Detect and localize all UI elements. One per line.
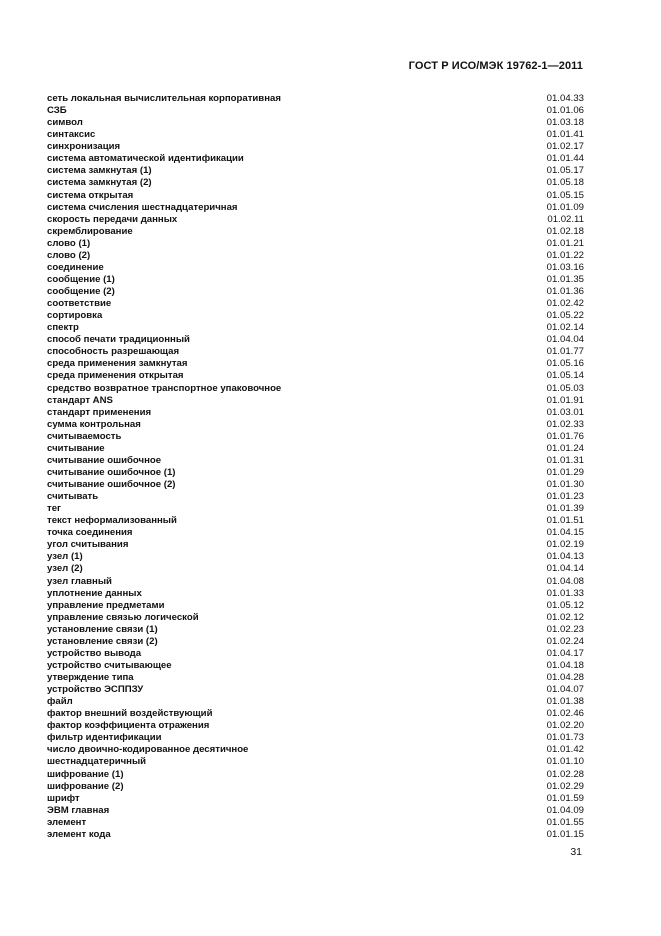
index-code: 01.04.13 (546, 551, 584, 563)
index-entry (47, 624, 584, 636)
index-term: тег (47, 503, 62, 515)
index-code: 01.04.07 (546, 684, 584, 696)
index-entry (47, 648, 584, 660)
index-code: 01.05.12 (546, 599, 584, 611)
index-term: среда применения замкнутая (47, 358, 188, 370)
index-entry (47, 202, 584, 214)
index-entry (47, 250, 584, 262)
index-code: 01.01.35 (546, 273, 584, 285)
index-code: 01.01.38 (546, 696, 584, 708)
index-term: текст неформализованный (47, 515, 177, 527)
index-code: 01.05.22 (546, 310, 584, 322)
index-code: 01.03.16 (546, 261, 584, 273)
index-code: 01.04.18 (546, 659, 584, 671)
index-code: 01.04.17 (546, 647, 584, 659)
index-term: ЭВМ главная (47, 804, 110, 816)
index-term: СЗБ (47, 105, 67, 117)
index-entry (47, 563, 584, 575)
index-entry (47, 744, 584, 756)
index-code: 01.02.20 (546, 720, 584, 732)
index-entry (47, 334, 584, 346)
index-code: 01.01.21 (546, 237, 584, 249)
index-term: элемент (47, 816, 87, 828)
index-term: синтаксис (47, 129, 96, 141)
index-code: 01.02.33 (546, 418, 584, 430)
index-term: сообщение (1) (47, 273, 115, 285)
index-code: 01.01.24 (546, 442, 584, 454)
index-term: утверждение типа (47, 672, 134, 683)
index-code: 01.04.04 (546, 334, 584, 346)
index-entry (47, 129, 584, 141)
index-code: 01.01.29 (546, 466, 584, 478)
index-code: 01.02.28 (546, 768, 584, 780)
index-entry (47, 805, 584, 817)
index-term: стандарт применения (47, 406, 152, 418)
index-term: считываемость (47, 430, 122, 442)
index-term: шифрование (1) (47, 768, 124, 780)
index-entry (47, 370, 584, 382)
index-entry (47, 672, 584, 684)
index-term: система открытая (47, 189, 134, 201)
index-entry (47, 527, 584, 539)
index-term: скремблирование (47, 225, 133, 237)
index-entry (47, 515, 584, 527)
index-code: 01.01.59 (546, 792, 584, 804)
index-term: средство возвратное транспортное упаковочное (47, 382, 282, 394)
index-code: 01.01.55 (546, 816, 584, 828)
index-term: установление связи (1) (47, 623, 158, 635)
index-entry (47, 238, 584, 250)
index-term: стандарт ANS (47, 394, 113, 406)
index-code: 01.04.28 (546, 672, 584, 683)
index-term: число двоично-кодированное десятичное (47, 744, 249, 756)
index-code: 01.02.18 (546, 225, 584, 237)
index-entry (47, 117, 584, 129)
index-entry (47, 708, 584, 720)
index-code: 01.02.23 (546, 623, 584, 635)
index-term: сумма контрольная (47, 418, 141, 430)
index-term: символ (47, 117, 83, 129)
index-entry (47, 479, 584, 491)
index-code: 01.01.91 (546, 394, 584, 406)
index-term: фильтр идентификации (47, 732, 162, 744)
index-code: 01.01.09 (546, 201, 584, 213)
term-index (47, 93, 584, 841)
index-entry (47, 407, 584, 419)
index-entry (47, 769, 584, 781)
index-code: 01.05.14 (546, 370, 584, 382)
index-code: 01.02.12 (546, 611, 584, 623)
index-term: способность разрешающая (47, 346, 180, 358)
index-term: точка соединения (47, 527, 133, 539)
index-code: 01.03.18 (546, 117, 584, 129)
index-entry (47, 274, 584, 286)
index-entry (47, 756, 584, 768)
index-term: система счисления шестнадцатеричная (47, 201, 238, 213)
index-code: 01.01.36 (546, 286, 584, 297)
index-code: 01.01.39 (546, 503, 584, 515)
index-entry (47, 600, 584, 612)
index-code: 01.05.15 (546, 189, 584, 201)
index-code: 01.01.31 (546, 454, 584, 466)
index-entry (47, 443, 584, 455)
index-code: 01.04.33 (546, 93, 584, 104)
index-term: устройство вывода (47, 647, 142, 659)
index-code: 01.01.76 (546, 430, 584, 442)
index-term: узел (1) (47, 551, 83, 563)
index-term: система замкнутая (2) (47, 177, 152, 189)
index-term: считывание ошибочное (1) (47, 466, 176, 478)
index-code: 01.03.01 (546, 406, 584, 418)
document-header: ГОСТ Р ИСО/МЭК 19762-1—2011 (408, 60, 583, 72)
index-entry (47, 793, 584, 805)
index-entry (47, 551, 584, 563)
index-code: 01.05.17 (546, 165, 584, 177)
index-entry (47, 141, 584, 153)
index-term: файл (47, 696, 73, 708)
index-entry (47, 419, 584, 431)
index-term: устройство ЭСППЗУ (47, 684, 144, 696)
index-code: 01.01.73 (546, 732, 584, 744)
index-term: элемент кода (47, 828, 111, 840)
index-code: 01.01.30 (546, 479, 584, 490)
index-code: 01.02.46 (546, 708, 584, 720)
index-entry (47, 636, 584, 648)
index-code: 01.02.29 (546, 780, 584, 792)
index-entry (47, 105, 584, 117)
index-code: 01.02.19 (546, 539, 584, 551)
index-term: соединение (47, 261, 104, 273)
index-entry (47, 829, 584, 841)
index-entry (47, 467, 584, 479)
index-code: 01.02.42 (546, 298, 584, 310)
index-term: устройство считывающее (47, 659, 172, 671)
index-term: слово (2) (47, 249, 91, 261)
index-entry (47, 214, 584, 226)
index-code: 01.01.42 (546, 744, 584, 756)
index-term: скорость передачи данных (47, 213, 178, 225)
index-term: среда применения открытая (47, 370, 184, 382)
index-code: 01.01.51 (546, 515, 584, 527)
index-entry (47, 93, 584, 105)
index-code: 01.04.08 (546, 575, 584, 587)
index-entry (47, 322, 584, 334)
index-entry (47, 226, 584, 238)
index-term: шестнадцатеричный (47, 756, 147, 768)
page-number: 31 (570, 846, 582, 858)
index-code: 01.01.77 (546, 346, 584, 358)
index-term: способ печати традиционный (47, 334, 190, 346)
index-entry (47, 190, 584, 202)
index-term: фактор коэффициента отражения (47, 720, 210, 732)
index-term: угол считывания (47, 539, 129, 551)
index-entry (47, 588, 584, 600)
index-term: уплотнение данных (47, 587, 142, 599)
index-entry (47, 346, 584, 358)
index-code: 01.04.15 (546, 527, 584, 539)
index-entry (47, 491, 584, 503)
index-term: считывание (47, 442, 105, 454)
index-entry (47, 817, 584, 829)
index-code: 01.01.23 (546, 491, 584, 503)
index-entry (47, 696, 584, 708)
index-entry (47, 310, 584, 322)
index-code: 01.02.24 (546, 635, 584, 647)
index-code: 01.01.41 (546, 129, 584, 141)
index-term: считывать (47, 491, 99, 503)
index-code: 01.01.44 (546, 153, 584, 165)
index-code: 01.05.18 (546, 177, 584, 189)
index-entry (47, 395, 584, 407)
index-code: 01.01.06 (546, 105, 584, 117)
index-entry (47, 383, 584, 395)
index-term: слово (1) (47, 237, 91, 249)
index-term: считывание ошибочное (2) (47, 479, 176, 490)
index-entry (47, 262, 584, 274)
index-term: считывание ошибочное (47, 454, 162, 466)
index-entry (47, 781, 584, 793)
index-term: спектр (47, 322, 79, 334)
index-entry (47, 720, 584, 732)
index-term: сортировка (47, 310, 103, 322)
index-code: 01.02.14 (546, 322, 584, 334)
index-term: сеть локальная вычислительная корпоративная (47, 93, 281, 104)
index-code: 01.01.15 (546, 828, 584, 840)
index-entry (47, 177, 584, 189)
index-entry (47, 684, 584, 696)
index-code: 01.05.03 (546, 382, 584, 394)
index-entry (47, 660, 584, 672)
index-term: сообщение (2) (47, 286, 115, 297)
index-entry (47, 612, 584, 624)
index-code: 01.02.11 (547, 213, 584, 225)
index-entry (47, 165, 584, 177)
index-term: узел (2) (47, 563, 83, 575)
index-term: узел главный (47, 575, 112, 587)
index-code: 01.01.10 (546, 756, 584, 768)
index-entry (47, 576, 584, 588)
index-code: 01.05.16 (546, 358, 584, 370)
index-term: управление связью логической (47, 611, 199, 623)
index-entry (47, 286, 584, 298)
index-term: установление связи (2) (47, 635, 158, 647)
index-entry (47, 431, 584, 443)
index-term: шифрование (2) (47, 780, 124, 792)
index-code: 01.04.09 (546, 804, 584, 816)
index-code: 01.04.14 (546, 563, 584, 575)
index-entry (47, 503, 584, 515)
index-entry (47, 298, 584, 310)
index-term: шрифт (47, 792, 80, 804)
index-entry (47, 539, 584, 551)
index-term: соответствие (47, 298, 112, 310)
index-code: 01.02.17 (546, 141, 584, 153)
index-code: 01.01.22 (546, 249, 584, 261)
index-entry (47, 732, 584, 744)
index-code: 01.01.33 (546, 587, 584, 599)
index-term: фактор внешний воздействующий (47, 708, 213, 720)
index-term: система замкнутая (1) (47, 165, 152, 177)
index-entry (47, 455, 584, 467)
index-entry (47, 358, 584, 370)
index-term: система автоматической идентификации (47, 153, 244, 165)
index-entry (47, 153, 584, 165)
index-term: синхронизация (47, 141, 121, 153)
index-term: управление предметами (47, 599, 165, 611)
